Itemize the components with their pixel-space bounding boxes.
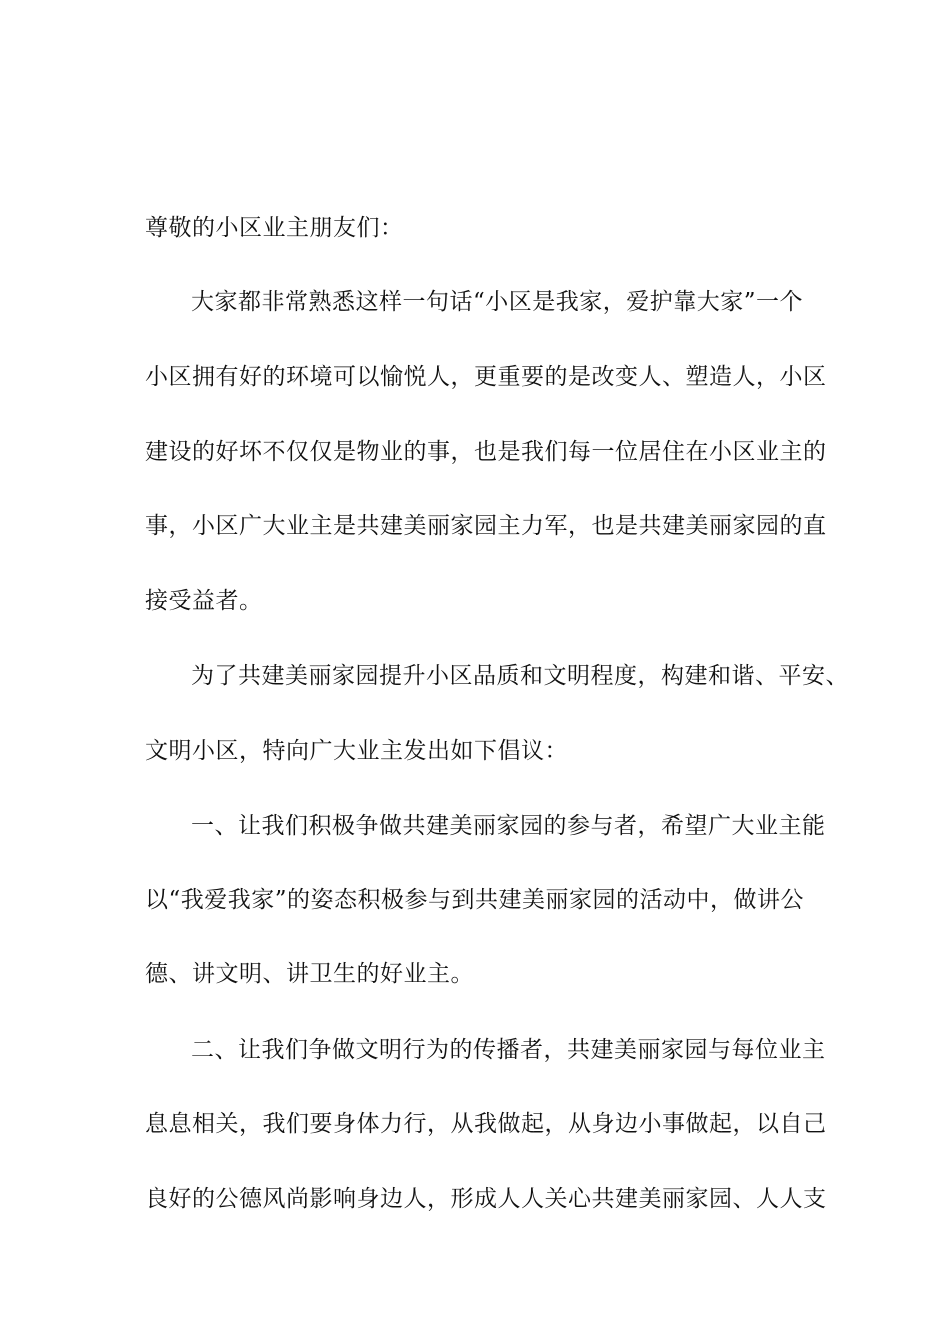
paragraph-1-line-2: 小区拥有好的环境可以愉悦人，更重要的是改变人、塑造人，小区 [145,364,827,390]
paragraph-2-line-2: 文明小区，特向广大业主发出如下倡议： [145,738,568,764]
paragraph-1-line-5: 接受益者。 [145,588,263,614]
paragraph-1-line-4: 事，小区广大业主是共建美丽家园主力军，也是共建美丽家园的直 [145,513,827,539]
paragraph-4-line-1: 二、让我们争做文明行为的传播者，共建美丽家园与每位业主 [191,1037,826,1063]
paragraph-2-line-1: 为了共建美丽家园提升小区品质和文明程度，构建和谐、平安、 [191,663,849,689]
paragraph-3-line-3: 德、讲文明、讲卫生的好业主。 [145,961,474,987]
paragraph-1-line-1: 大家都非常熟悉这样一句话“小区是我家，爱护靠大家”一个 [191,289,804,315]
paragraph-1-line-3: 建设的好坏不仅仅是物业的事，也是我们每一位居住在小区业主的 [145,439,827,465]
paragraph-3-line-1: 一、让我们积极争做共建美丽家园的参与者，希望广大业主能 [191,813,826,839]
paragraph-4-line-3: 良好的公德风尚影响身边人，形成人人关心共建美丽家园、人人支 [145,1186,827,1212]
salutation: 尊敬的小区业主朋友们： [145,215,404,241]
paragraph-4-line-2: 息息相关，我们要身体力行，从我做起，从身边小事做起，以自己 [145,1111,827,1137]
paragraph-3-line-2: 以“我爱我家”的姿态积极参与到共建美丽家园的活动中，做讲公 [145,887,805,913]
